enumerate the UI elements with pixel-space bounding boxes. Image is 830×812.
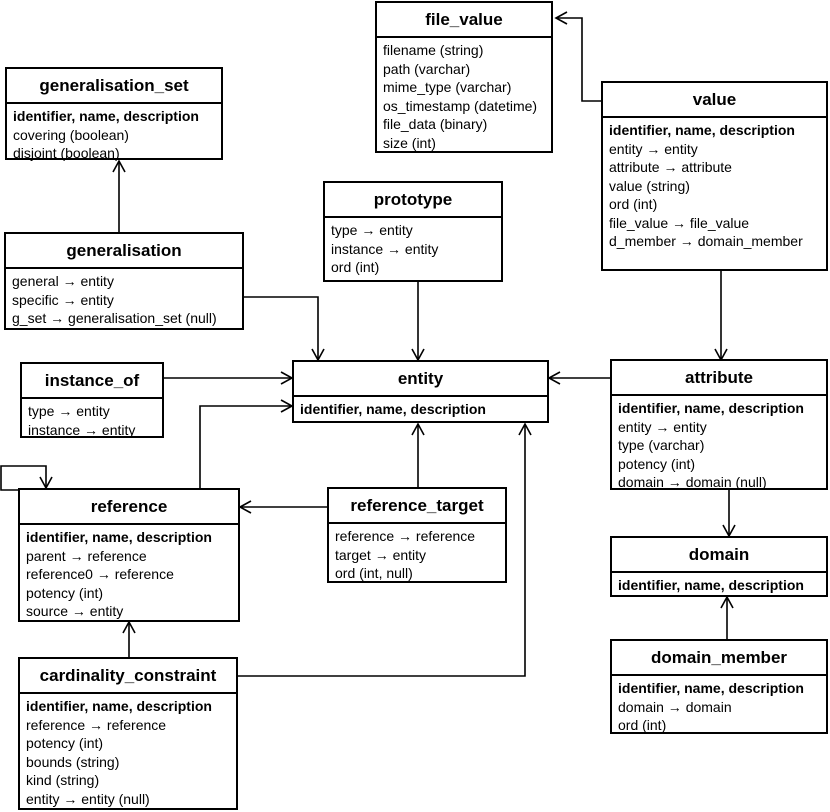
entity-box-prototype: [323, 181, 503, 282]
connector-reference-self: [1, 466, 46, 490]
entity-attributes: [294, 397, 547, 423]
entity-box-generalisation-set: [5, 67, 223, 160]
entity-box-file-value: [375, 1, 553, 153]
entity-attributes: [7, 104, 221, 167]
attribute-row: ord (int): [331, 259, 380, 275]
attribute-row: ord (int): [618, 717, 667, 733]
key-attributes-row: identifier, name, description: [618, 400, 804, 416]
attribute-row: reference0 → reference: [26, 566, 174, 582]
entity-title: entity: [294, 362, 547, 397]
entity-title: attribute: [612, 361, 826, 396]
key-attributes-row: identifier, name, description: [609, 122, 795, 138]
attribute-row: potency (int): [26, 584, 104, 601]
attribute-row: disjoint (boolean): [13, 145, 120, 161]
entity-box-attribute: [610, 359, 828, 490]
attribute-row: potency (int): [618, 455, 696, 472]
attribute-row: covering (boolean): [13, 126, 129, 143]
entity-title: prototype: [325, 183, 501, 218]
entity-box-cardinality-constraint: [18, 657, 238, 810]
entity-attributes: [329, 524, 505, 587]
entity-title: value: [603, 83, 826, 118]
attribute-row: reference → reference: [335, 528, 476, 544]
attribute-row: type → entity: [331, 222, 413, 238]
entity-title: domain: [612, 538, 826, 573]
attribute-row: instance → entity: [331, 240, 439, 257]
entity-attributes: [603, 118, 826, 255]
entity-title: reference_target: [329, 489, 505, 524]
attribute-row: filename (string): [383, 42, 484, 58]
entity-title: generalisation_set: [7, 69, 221, 104]
entity-attributes: [20, 694, 236, 812]
connector-reference-entity: [200, 406, 292, 488]
entity-box-entity: [292, 360, 549, 423]
attribute-row: bounds (string): [26, 753, 120, 770]
entity-title: generalisation: [6, 234, 242, 269]
entity-box-reference-target: [327, 487, 507, 583]
attribute-row: domain → domain: [618, 698, 732, 715]
entity-attributes: [22, 399, 162, 443]
connector-value-file-value: [556, 18, 602, 101]
attribute-row: value (string): [609, 177, 690, 194]
entity-box-value: [601, 81, 828, 271]
attribute-row: size (int): [383, 134, 436, 151]
connector-generalisation-entity: [244, 297, 318, 360]
attribute-row: entity → entity: [618, 418, 707, 435]
attribute-row: g_set → generalisation_set (null): [12, 310, 217, 326]
attribute-row: kind (string): [26, 772, 100, 788]
entity-title: cardinality_constraint: [20, 659, 236, 694]
key-attributes-row: identifier, name, description: [26, 698, 212, 714]
key-attributes-row: identifier, name, description: [618, 577, 804, 593]
attribute-row: entity → entity: [609, 140, 698, 157]
entity-box-instance-of: [20, 362, 164, 438]
key-attributes-row: identifier, name, description: [618, 680, 804, 696]
entity-attributes: [325, 218, 501, 281]
attribute-row: entity → entity (null): [26, 790, 150, 807]
entity-box-generalisation: [4, 232, 244, 330]
entity-attributes: [20, 525, 238, 625]
attribute-row: mime_type (varchar): [383, 79, 512, 95]
attribute-row: reference → reference: [26, 716, 167, 733]
attribute-row: path (varchar): [383, 60, 471, 77]
entity-title: reference: [20, 490, 238, 525]
attribute-row: parent → reference: [26, 547, 147, 564]
entity-title: file_value: [377, 3, 551, 38]
attribute-row: domain → domain (null): [618, 474, 767, 490]
attribute-row: attribute → attribute: [609, 159, 732, 175]
attribute-row: ord (int): [609, 196, 658, 212]
entity-attributes: [612, 396, 826, 496]
entity-title: domain_member: [612, 641, 826, 676]
entity-attributes: [612, 676, 826, 739]
attribute-row: ord (int, null): [335, 565, 413, 581]
entity-attributes: [612, 573, 826, 599]
attribute-row: specific → entity: [12, 291, 114, 308]
attribute-row: os_timestamp (datetime): [383, 97, 538, 114]
key-attributes-row: identifier, name, description: [300, 401, 486, 417]
attribute-row: general → entity: [12, 273, 114, 289]
entity-box-domain-member: [610, 639, 828, 734]
key-attributes-row: identifier, name, description: [13, 108, 199, 124]
attribute-row: target → entity: [335, 546, 427, 563]
attribute-row: type (varchar): [618, 437, 705, 453]
entity-attributes: [377, 38, 551, 156]
attribute-row: source → entity: [26, 603, 124, 619]
attribute-row: file_value → file_value: [609, 214, 750, 231]
attribute-row: d_member → domain_member: [609, 233, 803, 249]
key-attributes-row: identifier, name, description: [26, 529, 212, 545]
attribute-row: file_data (binary): [383, 116, 488, 132]
entity-attributes: [6, 269, 242, 332]
attribute-row: potency (int): [26, 735, 104, 751]
entity-box-domain: [610, 536, 828, 597]
entity-box-reference: [18, 488, 240, 622]
attribute-row: instance → entity: [28, 421, 136, 438]
entity-title: instance_of: [22, 364, 162, 399]
attribute-row: type → entity: [28, 403, 110, 419]
